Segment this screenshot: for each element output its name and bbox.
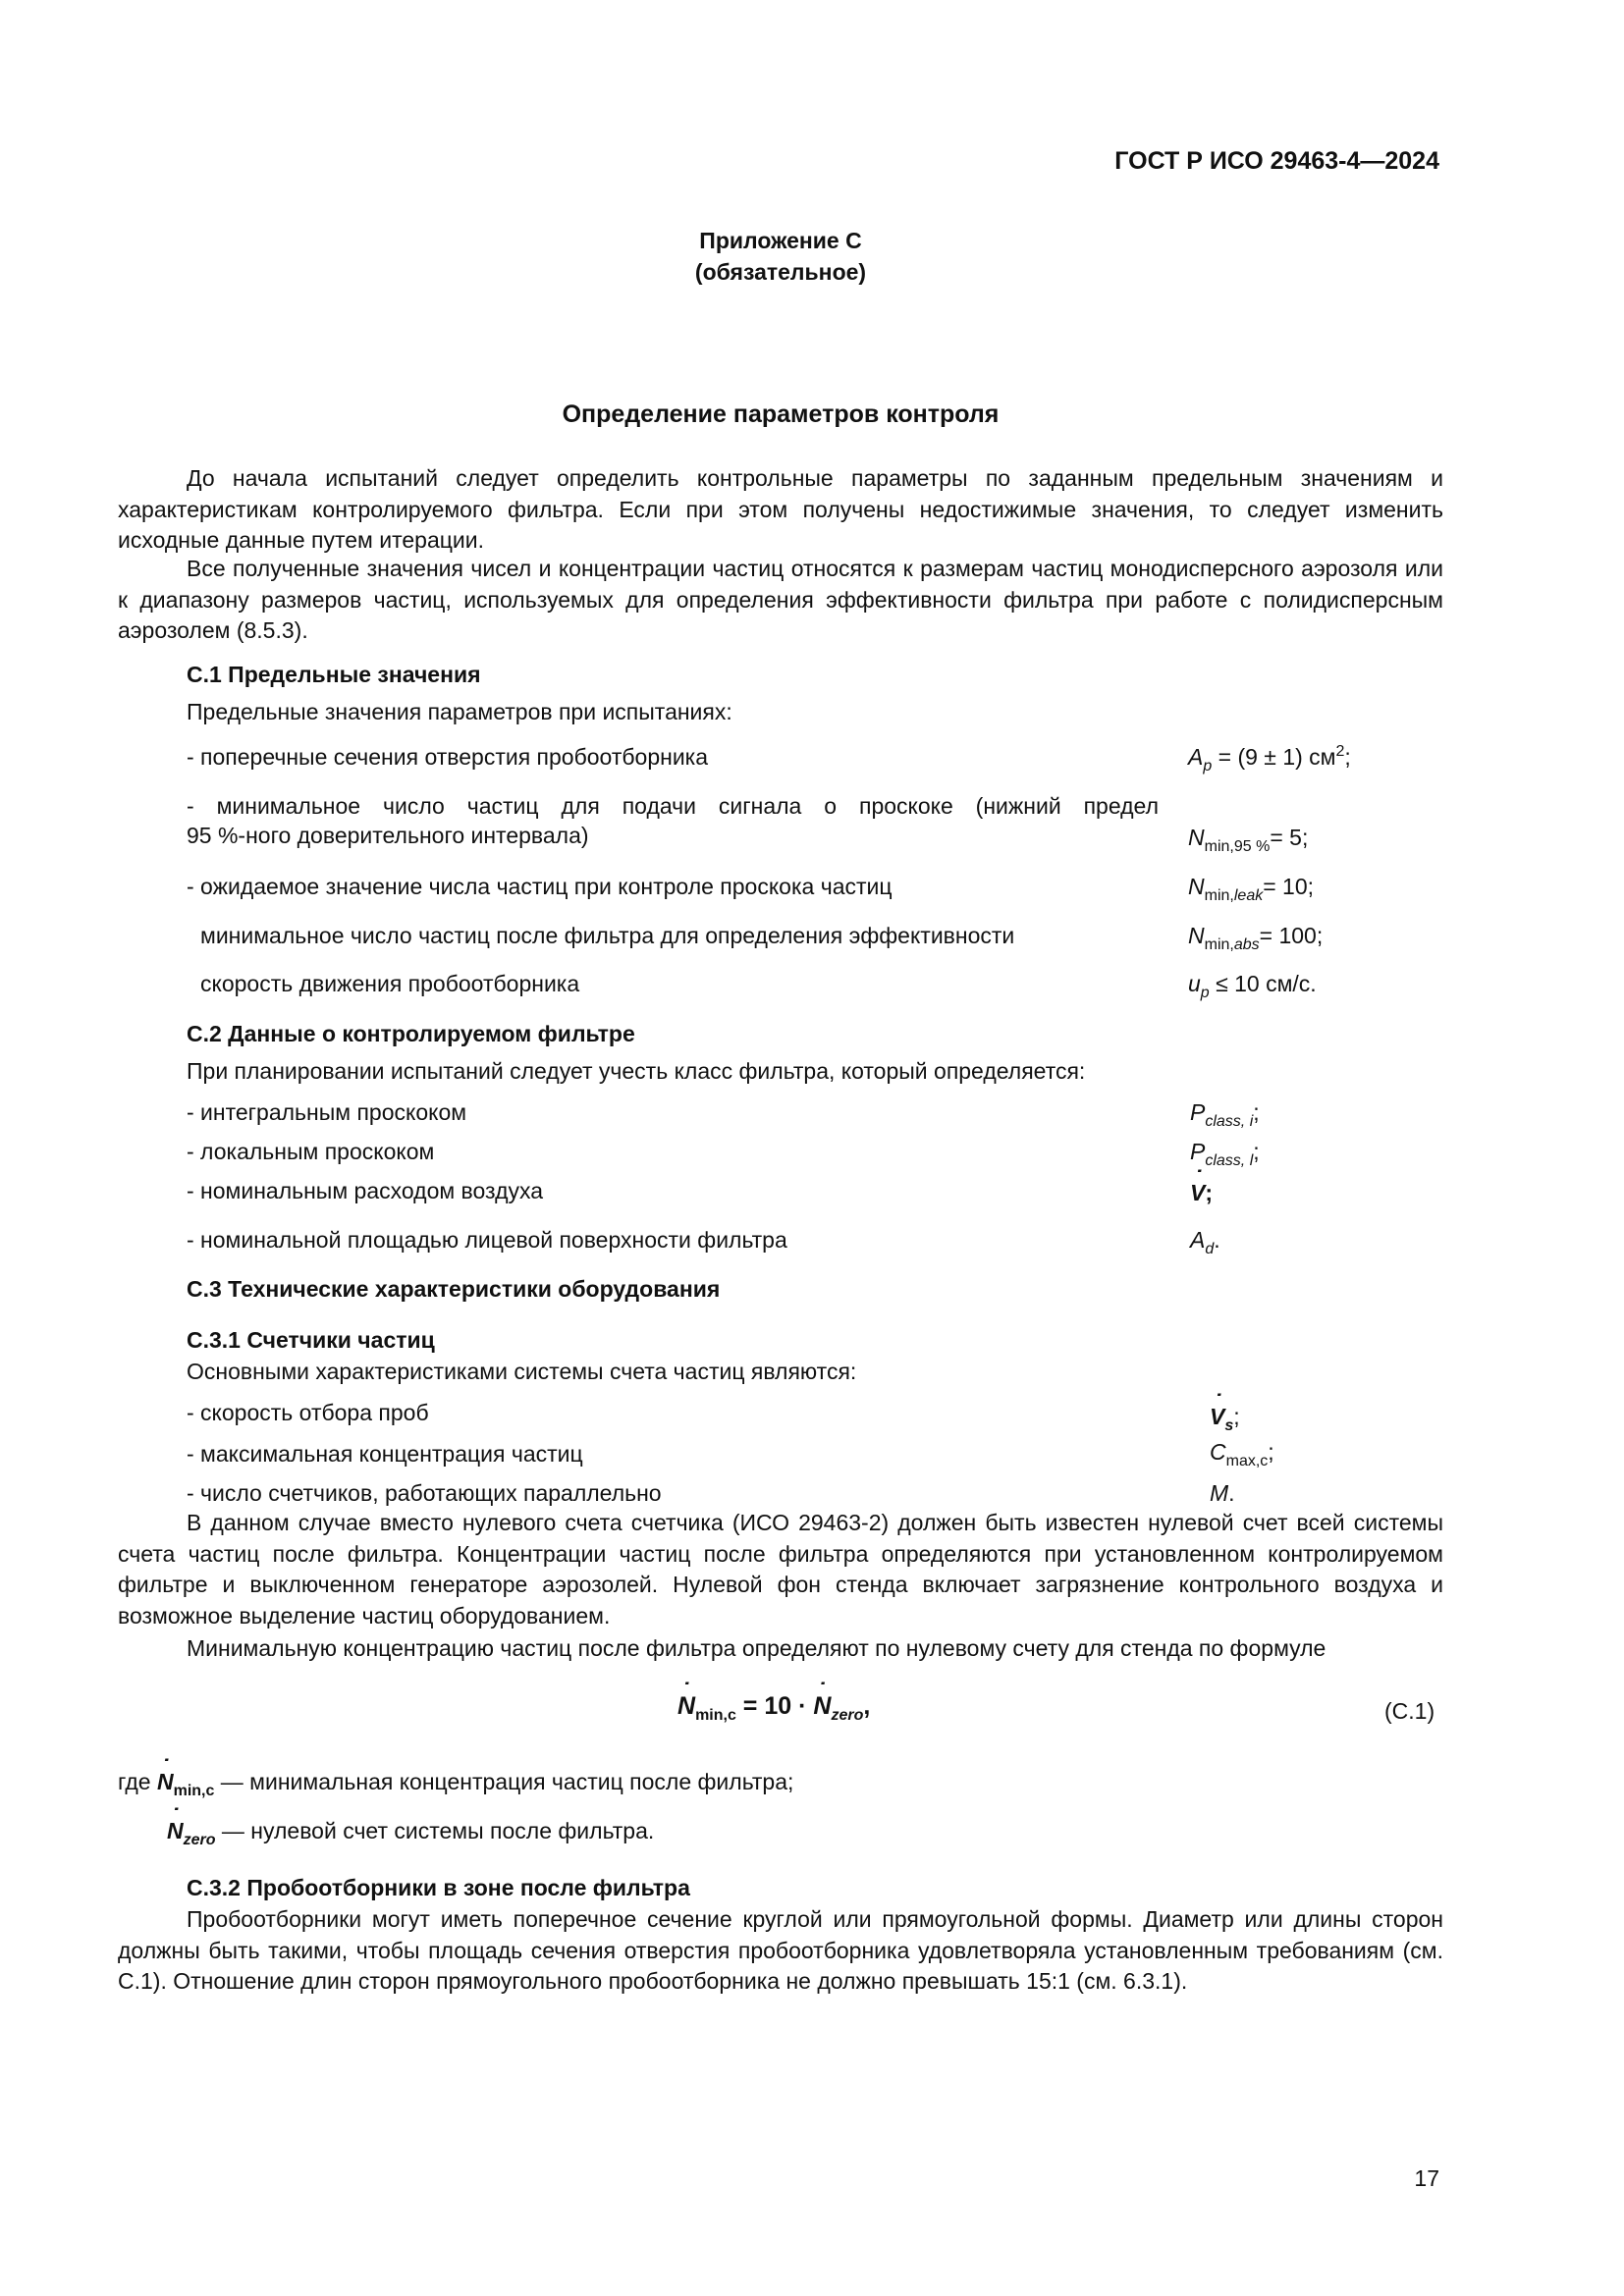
c1-item-2-value: $N_{min,95 \%}= 5$; <box>1188 825 1309 855</box>
c1-item-5-value: $u_p \le 10$ см/с. <box>1188 971 1317 1001</box>
c31-heading: С.3.1 Счетчики частиц <box>187 1327 435 1353</box>
c2-lead: При планировании испытаний следует учесть класс фильтра, который определяется: <box>187 1058 1086 1084</box>
c1-item-2-line-1: - минимальное число частиц для подачи сигнала о проскоке (нижний предел <box>187 793 1159 819</box>
where-line-1: где ˙ $N_{min,c}$ — минимальная концентрация частиц после фильтра; <box>118 1767 793 1797</box>
c2-item-3: - номинальным расходом воздуха <box>187 1178 544 1203</box>
section-title: Определение параметров контроля <box>562 400 1000 428</box>
c2-item-1: - интегральным проскоком <box>187 1099 467 1125</box>
c1-item-4: минимальное число частиц после фильтра для определения эффективности <box>200 923 1015 948</box>
intro-paragraph-2: Все полученные значения чисел и концентрации частиц относятся к размерам частиц монодисперсного аэрозоля или к диапазону размеров частиц, используемых для определения эффективности фильтра при работе с полидисперсным аэрозолем (8.5.3). <box>118 556 1443 643</box>
formula-c1: ˙ $N_{min,c} = 10$ · ˙ $N_{zero}$, <box>677 1692 870 1721</box>
page-number: 17 <box>1414 2165 1439 2191</box>
c1-item-4-value: $N_{min,abs}= 100$; <box>1188 923 1324 953</box>
c1-item-1: - поперечные сечения отверстия пробоотборника <box>187 744 709 770</box>
appendix-title: Приложение С <box>699 228 862 253</box>
c1-item-3: - ожидаемое значение числа частиц при контроле проскока частиц <box>187 874 893 899</box>
appendix-status: (обязательное) <box>694 259 867 285</box>
c32-paragraph: Пробоотборники могут иметь поперечное сечение круглой или прямоугольной формы. Диаметр или длины сторон должны быть такими, чтобы площадь сечения отверстия пробоотборника удовлетворяла установленным требованиям (см. С.1). Отношение длин сторон прямоугольного пробоотборника не должно превышать 15:1 (см. 6.3.1). <box>118 1906 1443 1994</box>
c1-item-3-value: $N_{min,leak}= 10$; <box>1188 874 1315 904</box>
c31-item-1-value: ˙ $V_s$; <box>1210 1402 1240 1432</box>
c3-heading: С.3 Технические характеристики оборудования <box>187 1276 721 1302</box>
c2-item-4: - номинальной площадью лицевой поверхности фильтра <box>187 1227 787 1253</box>
c1-item-2-line-2: 95 %-ного доверительного интервала) <box>187 823 589 848</box>
c2-item-1-value: $P_{class, i}$; <box>1190 1099 1260 1130</box>
c31-item-3: - число счетчиков, работающих параллельно <box>187 1480 662 1506</box>
c1-item-5: скорость движения пробоотборника <box>200 971 580 996</box>
document-header: ГОСТ Р ИСО 29463-4—2024 <box>1114 147 1439 175</box>
c1-item-1-value: $A_p = (9 \pm 1)$ $см^2$; <box>1188 743 1351 774</box>
c1-heading: С.1 Предельные значения <box>187 662 481 687</box>
c2-item-4-value: $A_d$. <box>1190 1227 1220 1257</box>
c2-item-2-value: $P_{class, l}$; <box>1190 1139 1260 1169</box>
c2-item-2: - локальным проскоком <box>187 1139 435 1164</box>
intro-paragraph-1: До начала испытаний следует определить контрольные параметры по заданным предельным значениям и характеристикам контролируемого фильтра. Если при этом получены недостижимые значения, то следует изменить исходные данные путем итерации. <box>118 465 1443 553</box>
c31-lead: Основными характеристиками системы счета частиц являются: <box>187 1359 857 1384</box>
c2-heading: С.2 Данные о контролируемом фильтре <box>187 1021 635 1046</box>
c32-heading: С.3.2 Пробоотборники в зоне после фильтра <box>187 1875 690 1900</box>
c31-item-2: - максимальная концентрация частиц <box>187 1441 583 1467</box>
c31-item-3-value: M. <box>1210 1480 1235 1506</box>
c31-item-1: - скорость отбора проб <box>187 1400 429 1425</box>
c3-paragraph-1: В данном случае вместо нулевого счета счетчика (ИСО 29463-2) должен быть известен нулевой счет всей системы счета частиц после фильтра. Концентрации частиц после фильтра определяются при установленном контролируемом фильтре и выключенном генераторе аэрозолей. Нулевой фон стенда включает загрязнение контрольного воздуха и возможное выделение частиц оборудованием. <box>118 1510 1443 1629</box>
c2-item-3-value: ˙ V; <box>1190 1178 1213 1208</box>
formula-number: (С.1) <box>1384 1698 1435 1724</box>
c3-paragraph-2: Минимальную концентрацию частиц после фильтра определяют по нулевому счету для стенда по формуле <box>187 1635 1326 1661</box>
where-line-2: ˙ $N_{zero}$ — нулевой счет системы после фильтра. <box>167 1816 654 1846</box>
c1-lead: Предельные значения параметров при испытаниях: <box>187 699 732 724</box>
c31-item-2-value: $C_{max,c}$; <box>1210 1439 1274 1469</box>
